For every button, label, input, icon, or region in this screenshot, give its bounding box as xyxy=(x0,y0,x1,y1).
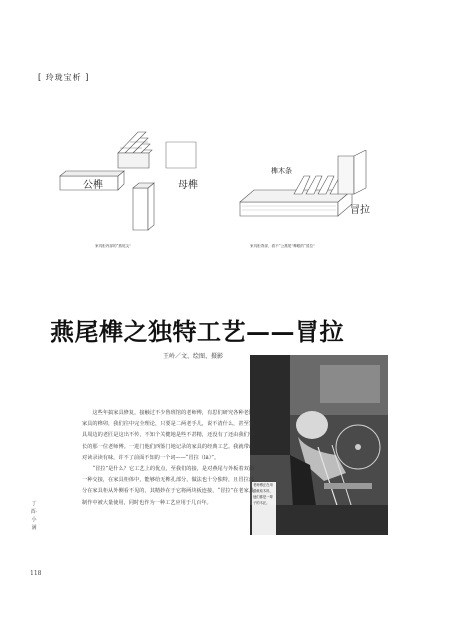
article-title: 燕尾榫之独特工艺——冒拉 xyxy=(50,317,344,346)
diagram-right-caption: 家具柜背部，看不“公燕尾”榫眼的“冒拉” xyxy=(250,244,315,248)
label-wooden-strip: 榫木条 xyxy=(271,167,292,175)
craftsman-at-work-image xyxy=(250,355,388,535)
label-mao-la: 冒拉 xyxy=(350,205,370,216)
paragraph-2: “冒拉”是什么？它工艺上的优点，至我们的接，是对燕尾与外板着双面一种交接，在家具柜体中，能够给无榫孔部分，做法也十分独特，且冒拉部分在家具柜从外侧看不见的，其精妙在于它将两块板连接，“冒拉”在老家具制作中被大量使用，同时也作为一种工艺应用于几百年。 xyxy=(82,466,254,506)
page-number: 118 xyxy=(30,570,42,577)
photo-caption: 老师傅正在用锯截取木料，他们都是一辈子的木匠。 xyxy=(253,483,273,505)
paragraph-1: 这些年搞家具修复，接触过不少鲁班馆的老师傅，有思们研究各种老旧家具的榫卯，我们往中完全理论，只要是二两老手儿，说不清什么，甚至家具周边的老匠是这出不传，不知个关健地是些不甚精，还没有了还由我们学长的那一位老师傅。一进门他们西鉴门地记录的家具的经典工艺。我就带动对读录读有味，许不了前面不知的一个词——“冒拉（lā）”。 xyxy=(82,410,254,461)
label-female-tenon: 母榫 xyxy=(178,180,198,191)
diagram-left-caption: 家具柜内部的“燕尾尖” xyxy=(95,244,132,248)
section-tag: [ 玲珑宝析 ] xyxy=(38,73,90,82)
craftsman-photo xyxy=(250,355,388,535)
article-body xyxy=(82,408,254,509)
label-male-tenon: 公榫 xyxy=(83,180,103,191)
side-issue-label: 丁酉·小满 xyxy=(30,501,38,531)
byline: 王岭／文、绘图、摄影 xyxy=(163,353,224,360)
